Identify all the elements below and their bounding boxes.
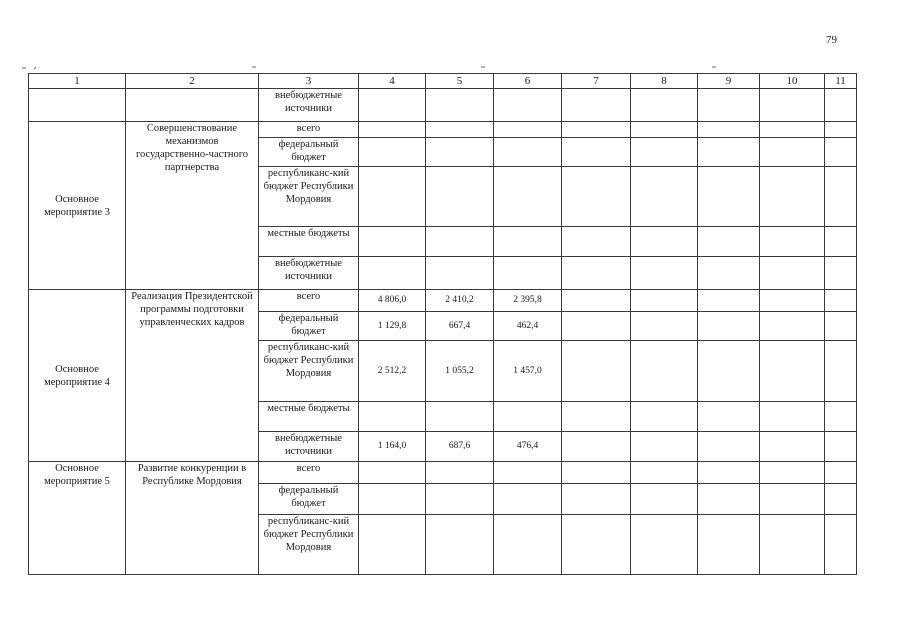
table-row [29, 122, 857, 138]
funding-source: федеральный бюджет [259, 138, 359, 167]
value-cell [359, 402, 426, 432]
funding-source: всего [259, 290, 359, 312]
col-header-1: 1 [29, 74, 126, 89]
funding-source: внебюджетные источники [259, 257, 359, 290]
col-header-7: 7 [562, 74, 631, 89]
page-number: 79 [826, 34, 837, 46]
value-cell: 462,4 [494, 312, 562, 341]
value-cell: 687,6 [426, 432, 494, 462]
measure-description: Совершенствование механизмов государственно-частного партнерства [126, 122, 259, 290]
col-header-2: 2 [126, 74, 259, 89]
col-header-9: 9 [698, 74, 760, 89]
budget-table [28, 73, 857, 575]
funding-source: внебюджетные источники [259, 432, 359, 462]
value-cell: 4 806,0 [359, 290, 426, 312]
value-cell: 667,4 [426, 312, 494, 341]
value-cell [426, 402, 494, 432]
measure-name: Основное мероприятие 5 [29, 462, 126, 575]
col-header-5: 5 [426, 74, 494, 89]
value-cell: 1 457,0 [494, 341, 562, 402]
measure-description: Реализация Президентской программы подготовки управленческих кадров [126, 290, 259, 462]
funding-source: местные бюджеты [259, 402, 359, 432]
col-header-6: 6 [494, 74, 562, 89]
funding-source: республиканс-кий бюджет Республики Мордовия [259, 515, 359, 575]
funding-source: республиканс-кий бюджет Республики Мордовия [259, 341, 359, 402]
funding-source: всего [259, 462, 359, 484]
header-row [29, 74, 857, 89]
col-header-3: 3 [259, 74, 359, 89]
value-cell: 1 129,8 [359, 312, 426, 341]
funding-source: всего [259, 122, 359, 138]
table-row [29, 290, 857, 312]
value-cell: 2 395,8 [494, 290, 562, 312]
value-cell: 1 055,2 [426, 341, 494, 402]
col-header-4: 4 [359, 74, 426, 89]
funding-source: республиканс-кий бюджет Республики Мордовия [259, 167, 359, 227]
value-cell [494, 402, 562, 432]
measure-name: Основное мероприятие 4 [29, 290, 126, 462]
col-header-11: 11 [825, 74, 857, 89]
value-cell: 2 410,2 [426, 290, 494, 312]
col-header-8: 8 [631, 74, 698, 89]
funding-source: местные бюджеты [259, 227, 359, 257]
funding-source: внебюджетные источники [259, 89, 359, 122]
scan-artifact-marks [0, 0, 905, 80]
value-cell: 2 512,2 [359, 341, 426, 402]
table-row [29, 462, 857, 484]
funding-source: федеральный бюджет [259, 312, 359, 341]
value-cell: 476,4 [494, 432, 562, 462]
measure-description: Развитие конкуренции в Республике Мордовия [126, 462, 259, 575]
funding-source: федеральный бюджет [259, 484, 359, 515]
table-row [29, 89, 857, 122]
value-cell: 1 164,0 [359, 432, 426, 462]
measure-name: Основное мероприятие 3 [29, 122, 126, 290]
col-header-10: 10 [760, 74, 825, 89]
